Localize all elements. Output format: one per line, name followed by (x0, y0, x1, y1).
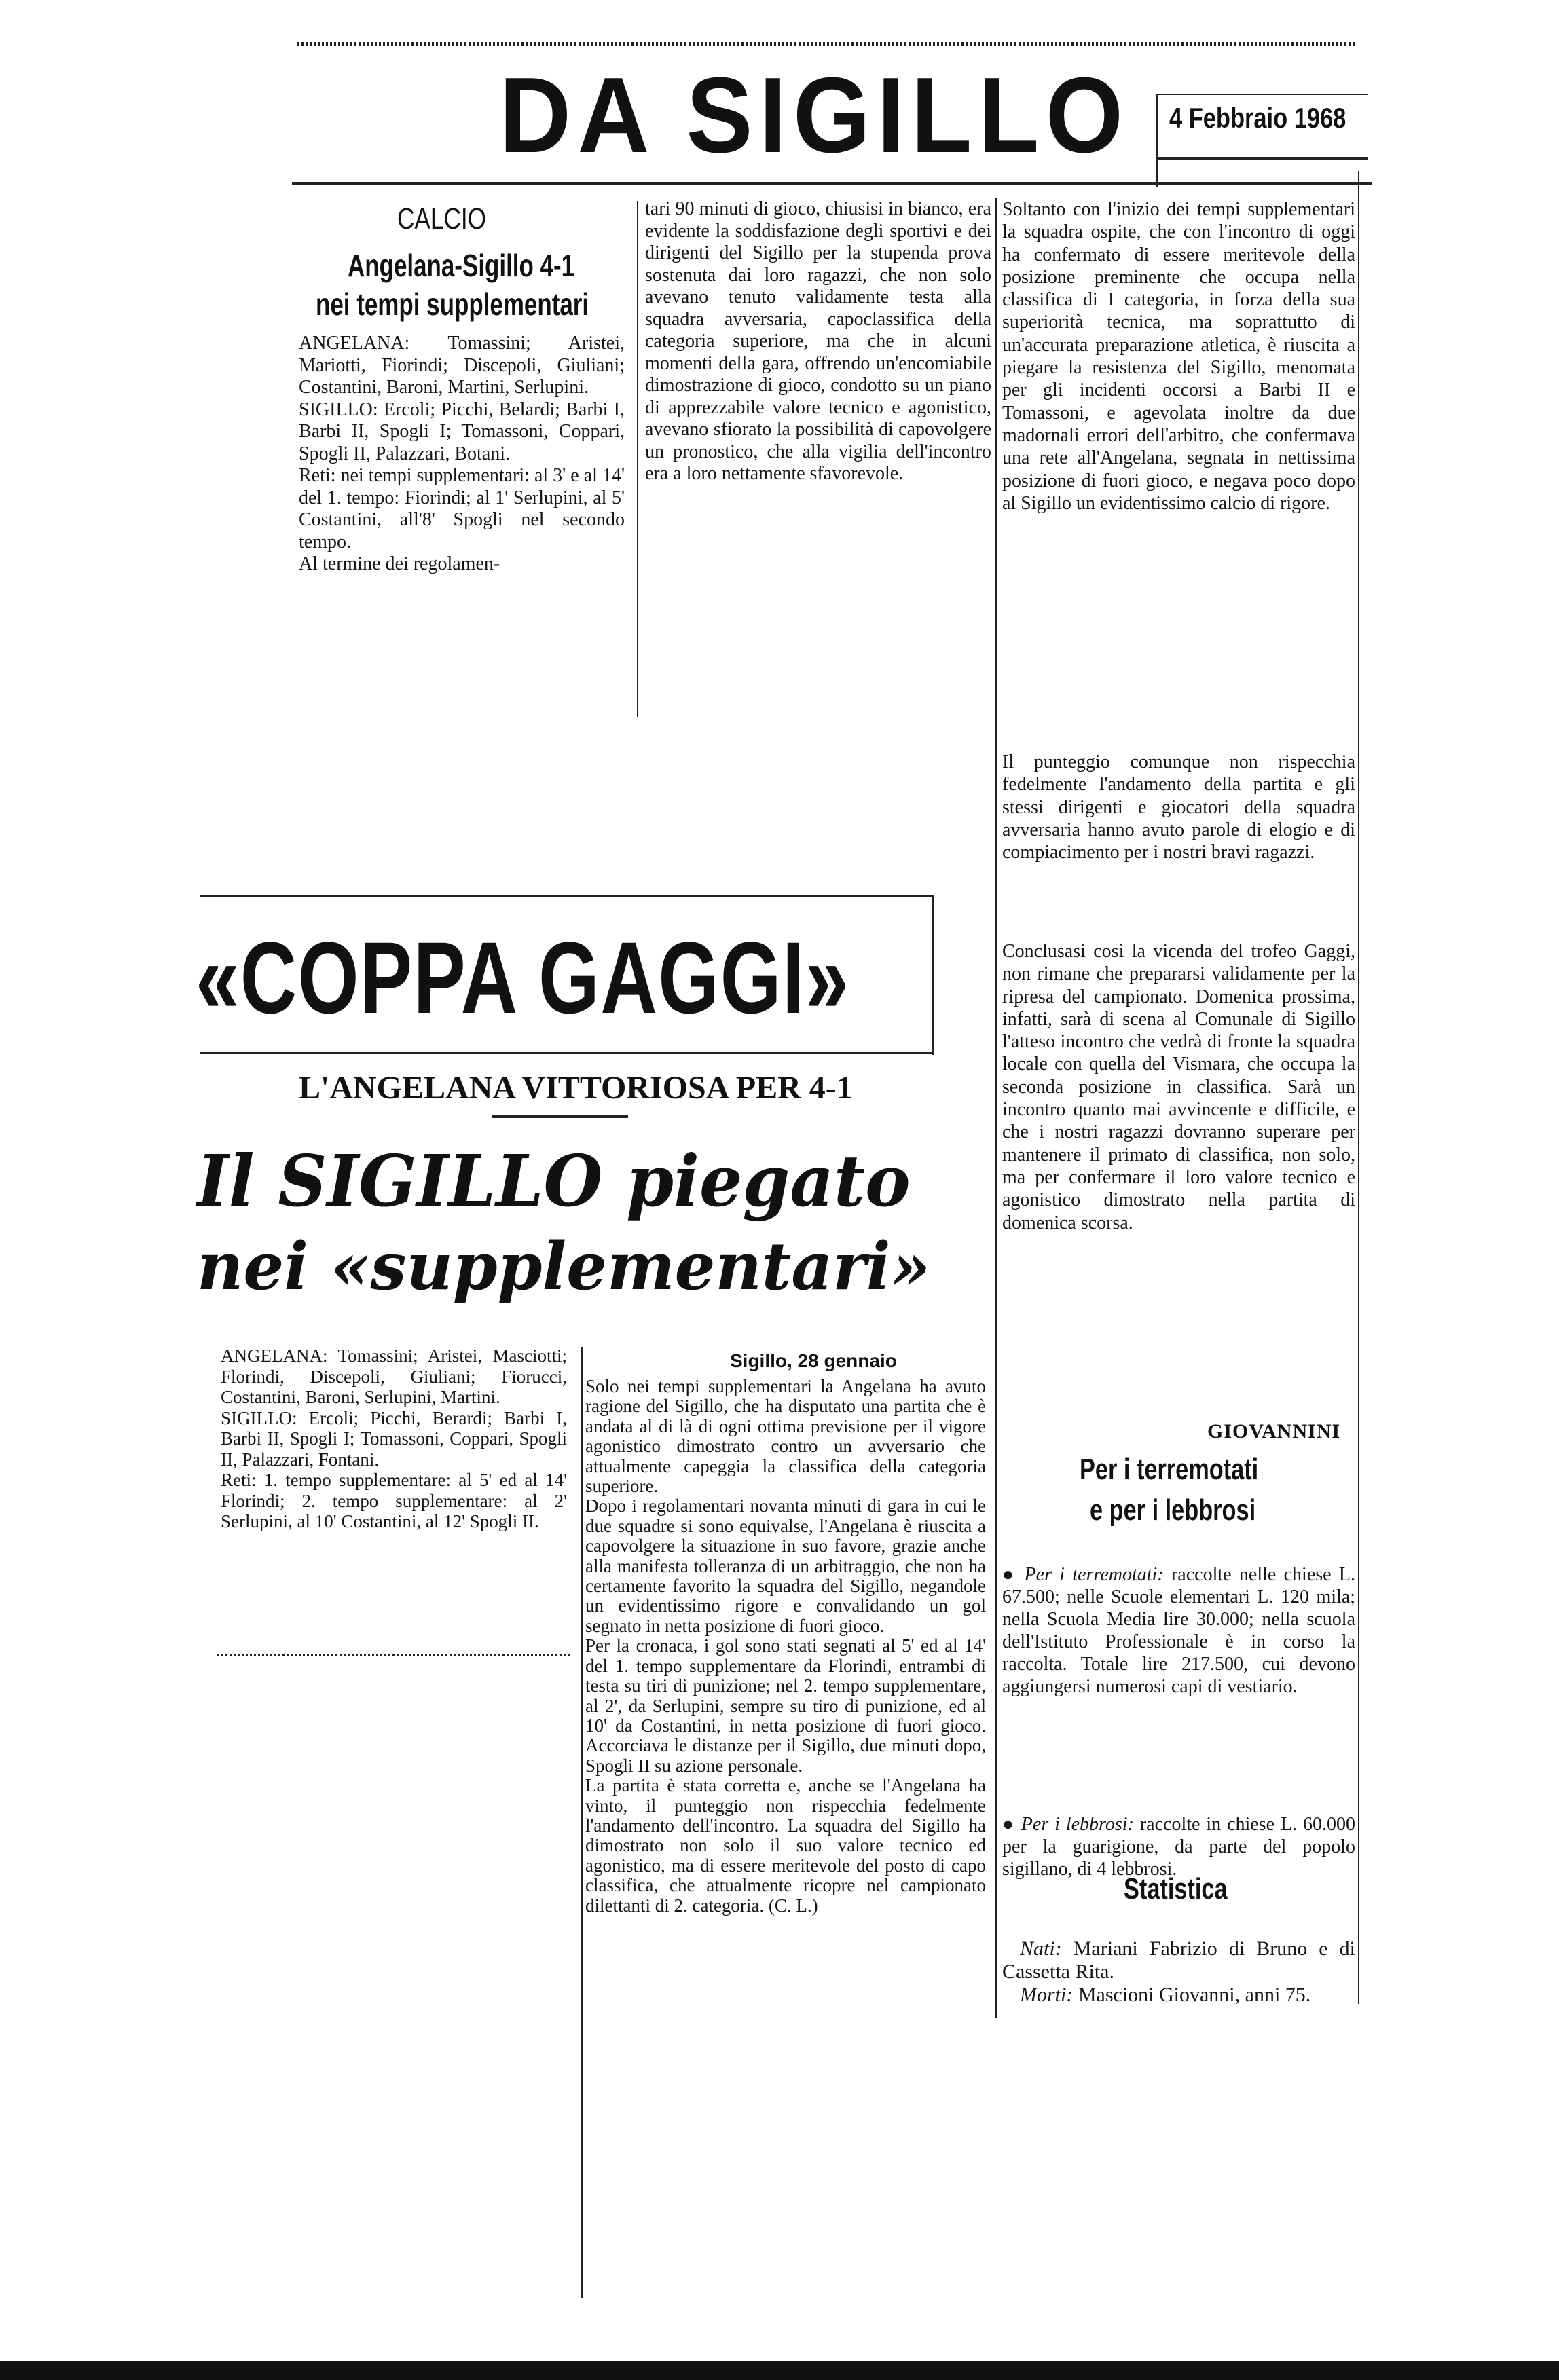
article1-headline-2: nei tempi supplementari (316, 286, 589, 322)
stats-title: Statistica (1124, 1872, 1228, 1905)
relief-title-2: e per i lebbrosi (1090, 1493, 1256, 1527)
relief-paragraph-2 (1002, 1791, 1355, 1882)
stats-text-2: Mascioni Giovanni, anni 75. (1078, 1984, 1311, 2006)
date-box-left (1156, 94, 1158, 187)
column-divider-2 (995, 198, 997, 2018)
lineups-bottom-rule (217, 1654, 570, 1656)
article2-kicker: L'ANGELANA VITTORIOSA PER 4-1 (299, 1070, 853, 1106)
article2-lineups: ANGELANA: Tomassini; Aristei, Masciotti; Florindi, Discepoli, Giuliani; Fiorucci, Costantini, Baroni, Serlupini, Martini. SIGILLO: Ercoli; Picchi, Berardi; Barbi I, Barbi II, Spogli I; Tomassoni, Coppari, Spogli II, Palazzari, Fontani. Reti: 1. tempo supplementare: al 5' ed al 14' Florindi; 2. tempo supplementare: al 2' Serlupini, al 10' Costantini, al 12' Spogli II. (221, 1345, 567, 1531)
banner-right-rule (932, 895, 934, 1055)
article2-dateline: Sigillo, 28 gennaio (730, 1350, 897, 1371)
relief-label-1: Per i terremotati: (1024, 1564, 1164, 1585)
column-divider-1 (637, 201, 638, 717)
masthead-date: 4 Febbraio 1968 (1169, 102, 1346, 134)
relief-text-1: raccolte nelle chiese L. 67.500; nelle Scuole elementari L. 120 mila; nella Scuola Media lire 30.000; nella scuola dell'Istituto Professionale è in corso la raccolta. Totale lire 217.500, cui devono aggiungersi numerosi capi di vestiario. (1002, 1564, 1355, 1697)
article1-headline-1: Angelana-Sigillo 4-1 (348, 248, 575, 283)
article2-headline-2: nei «supplementari» (197, 1228, 931, 1305)
date-box-bottom (1158, 157, 1368, 160)
relief-text-2: raccolte in chiese L. 60.000 per la guarigione, da parte del popolo sigillano, di 4 lebbrosi. (1002, 1814, 1356, 1880)
section-label: CALCIO (397, 202, 487, 236)
page-bottom-edge (0, 2361, 1559, 2380)
article1-col1: ANGELANA: Tomassini; Aristei, Mariotti, Fiorindi; Discepoli, Giuliani; Costantini, Baroni, Martini, Serlupini. SIGILLO: Ercoli; Picchi, Belardi; Barbi I, Barbi II, Spogli I; Tomassoni, Coppari, Spogli II, Palazzari, Botani. Reti: nei tempi supplementari: al 3' e al 14' del 1. tempo: Fiorindi; al 1' Serlupini, al 5' Costantini, all'8' Spogli nel secondo tempo. Al termine dei regolamen- (299, 333, 625, 574)
relief-label-2: Per i lebbrosi: (1021, 1814, 1134, 1835)
stats-births (1002, 1914, 1356, 1983)
bullet-icon: ● (1002, 1564, 1025, 1585)
right-col-text-3: Conclusasi così la vicenda del trofeo Gaggi, non rimane che prepararsi validamente per la ripresa del campionato. Domenica prossima, infatti, sarà di scena al Comunale di Sigillo l'atteso incontro che vedrà di fronte la squadra locale con quella del Vismara, che occupa la seconda posizione in classifica. Sarà un incontro quanto mai avvincente e difficile, e che i nostri ragazzi dovranno superare per mantenere il primato di classifica, non solo, ma per confermare il loro valore tecnico e agonistico dimostrato nella partita di domenica scorsa. (1002, 941, 1355, 1233)
right-col-rule (1358, 171, 1359, 2004)
stats-deaths (1002, 1960, 1355, 2008)
right-col-text-2: Il punteggio comunque non rispecchia fedelmente l'andamento della partita e gli stessi dirigenti e giocatori della squadra avversaria hanno avuto parole di elogio e di compiacimento per i nostri bravi ragazzi. (1002, 751, 1355, 863)
right-col-text-1: Soltanto con l'inizio dei tempi supplementari la squadra ospite, che con l'incontro di oggi ha confermato di essere meritevole della posizione preminente che occupa nella classifica di I categoria, in forza della sua superiorità tecnica, ma soprattutto di un'accurata preparazione atletica, è riuscita a piegare la resistenza del Sigillo, menomata per gli incidenti occorsi a Barbi II e Tomassoni, e agevolata inoltre da due madornali errori dell'arbitro, che confermava una rete all'Angelana, segnata in nettissima posizione di fuori gioco, e negava poco dopo al Sigillo un evidentissimo calcio di rigore. (1002, 199, 1355, 514)
article2-column-divider (581, 1347, 583, 2298)
date-box-top (1158, 94, 1368, 95)
article1-col2: tari 90 minuti di gioco, chiusisi in bianco, era evidente la soddisfazione degli sportivi e dei dirigenti del Sigillo per la stupenda prova sostenuta dai loro ragazzi, che non solo avevano tenuto validamente testa alla squadra avversaria, capoclassifica della categoria superiore, ma che in alcuni momenti della gara, offrendo un'encomiabile dimostrazione di gioco, condotto su un piano di apprezzabile valore tecnico e agonistico, avevano sfiorato la possibilità di capovolgere un pronostico, che alla vigilia dell'incontro era a loro nettamente sfavorevole. (645, 198, 991, 484)
stats-label-1: Nati: (1020, 1937, 1062, 1960)
top-rule (297, 42, 1357, 46)
banner-bottom-rule (200, 1052, 934, 1054)
stats-text-1: Mariani Fabrizio di Bruno e di Cassetta Rita. (1002, 1937, 1356, 1983)
bullet-icon: ● (1002, 1814, 1021, 1835)
relief-title-1: Per i terremotati (1080, 1453, 1259, 1486)
relief-paragraph-1 (1002, 1541, 1355, 1789)
article2-headline-1: Il SIGILLO piegato (197, 1139, 911, 1223)
masthead-underline (292, 182, 1372, 185)
article2-body: Solo nei tempi supplementari la Angelana ha avuto ragione del Sigillo, che ha disputato una partita che è andata al di là di ogni ottima previsione per il vigore agonistico dimostrato contro un avversario che attualmente capeggia la classifica della categoria superiore. Dopo i regolamentari novanta minuti di gara in cui le due squadre si sono equivalse, l'Angelana è riuscita a capovolgere la situazione in suo favore, grazie anche alla manifesta tolleranza di un arbitraggio, che non ha certamente favorito la squadra del Sigillo, negandole un evidentissimo rigore e convalidando un gol segnato in netta posizione di fuori gioco. Per la cronaca, i gol sono stati segnati al 5' ed al 14' del 1. tempo supplementare da Florindi, entrambi di testa su tiri di punizione; nel 2. tempo supplementare, al 2', da Serlupini, sempre su tiro di punizione, ed al 10' da Costantini, in netta posizione di fuori gioco. Accorciava le distanze per il Sigillo, due minuti dopo, Spogli II su azione personale. La partita è stata corretta e, anche se l'Angelana ha vinto, il punteggio non rispecchia fedelmente l'andamento dell'incontro. La squadra del Sigillo ha dimostrato non solo il suo valore tecnico ed agonistico, ma di essere meritevole del posto di capo classifica, che attualmente ricopre nel campionato dilettanti di 2. categoria. (C. L.) (585, 1376, 986, 1916)
masthead-title: DA SIGILLO (499, 56, 1130, 175)
banner-top-rule (200, 895, 934, 897)
signature: GIOVANNINI (1207, 1420, 1341, 1443)
kicker-underline (492, 1115, 628, 1118)
stats-label-2: Morti: (1020, 1984, 1074, 2006)
coppa-gaggi-banner: «COPPA GAGGI» (196, 921, 850, 1035)
